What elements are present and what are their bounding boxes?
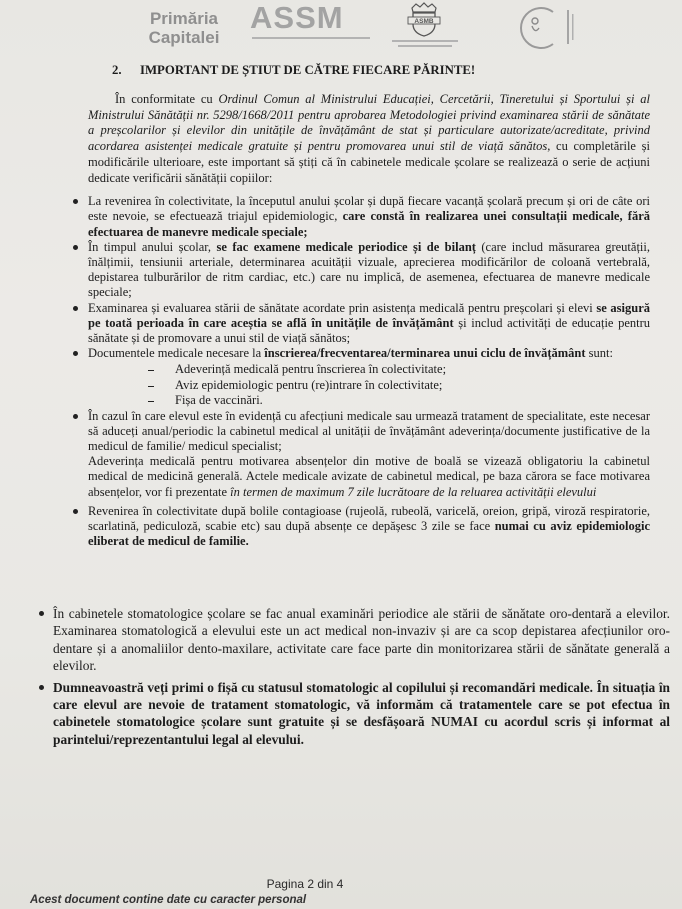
bullet-marker — [73, 306, 78, 311]
list-item — [88, 301, 650, 347]
sub-list-item — [88, 393, 650, 408]
intro-law-reference: Ordinul Comun al Ministrului Educației, Cercetării, Tineretului și Sportului și al Ministrului Sănătății nr. 5298/1668/2011 pentru aprobarea Metodologiei privind examinarea stării de sănătate a preșcolarilor și elevilor din unitățile de învățământ de stat și particulare autorizate/acreditate, privind acordarea asistenței medicale gratuite și pentru promovarea unui stil de viață sănătos — [88, 92, 650, 154]
item-text: Documentele medicale necesare la — [88, 346, 265, 361]
list-item — [88, 240, 650, 301]
partner-emblem-logo — [505, 4, 585, 52]
sub-list-item — [88, 378, 650, 393]
item-second-paragraph — [88, 454, 650, 500]
bullet-marker — [73, 509, 78, 514]
sub-item-text: Fișa de vaccinări. — [175, 393, 263, 408]
item-italic-text: în termen de maximum 7 zile lucrătoare de la reluarea activității elevului — [230, 484, 597, 499]
dental-text: În cabinetele stomatologice școlare se fac anual examinări periodice ale stării de sănătate oro-dentară a elevilor. Examinarea stomatologică a elevului este un act medical non-invaziv și are ca scop depistarea afecțiunilor oro-dentare și a anomaliilor dento-maxilare, activitate care face parte din monitorizarea stării de sănătate generală a elevilor. — [53, 606, 670, 674]
list-item — [88, 504, 650, 550]
dental-paragraph — [53, 605, 670, 675]
item-text: În timpul anului școlar, — [88, 239, 217, 254]
dental-section — [53, 605, 670, 748]
personal-data-notice: Acest document contine date cu caracter personal — [30, 894, 307, 906]
dash-marker — [148, 386, 154, 387]
section-number: 2. — [112, 63, 122, 77]
item-bold-text: care constă în realizarea unei consultații medicale, fără efectuarea de manevre medicale speciale; — [88, 209, 650, 239]
required-documents-list — [88, 362, 650, 408]
sub-item-text: Aviz epidemiologic pentru (re)intrare în colectivitate; — [175, 377, 443, 392]
asmb-logo-subtext — [392, 40, 458, 42]
list-item — [88, 409, 650, 500]
item-text: La revenirea în colectivitate, la începutul anului școlar și după fiecare vacanță școlară precum și ori de câte ori este nevoie, se efectuează triajul epidemiologic, — [88, 194, 650, 224]
asmb-logo-subtext — [398, 45, 452, 47]
item-text-continued: (care includ măsurarea greutății, înălțimii, tensiunii arteriale, determinarea acuității vizuale, aprecierea modificărilor de coloană vertebrală, depistarea tulburărilor de ritm cardiac, etc.) care nu implică, de asemenea, efectuarea de manevre medicale speciale; — [88, 239, 651, 300]
list-item — [88, 346, 650, 408]
item-text-continued: sunt: — [585, 346, 613, 361]
intro-lead: În conformitate cu — [115, 92, 219, 106]
bullet-marker — [73, 414, 78, 419]
primaria-logo-line1: Primăria — [149, 9, 219, 28]
page-number: Pagina 2 din 4 — [266, 877, 344, 891]
intro-rest: , cu completările și modificările ulterioare, este important să știți că în cabinetele medicale școlare se realizează o serie de acțiuni dedicate verificării sănătății copiilor: — [88, 139, 650, 185]
item-text: Revenirea în colectivitate după bolile contagioase (rujeolă, rubeolă, varicelă, oreion, gripă, viroză respiratorie, scarlatină, pediculoză, scabie etc) sau după absențe ce depășesc 3 zile se face — [88, 503, 650, 534]
primaria-capitalei-logo — [138, 9, 230, 47]
item-bold-text: se asigură pe toată perioada în care aceștia se află în unitățile de învățământ — [88, 300, 650, 330]
dash-marker — [148, 370, 154, 371]
item-text: Examinarea și evaluarea stării de sănătate acordate prin asistența medicală pentru preșcolari și elevi — [88, 300, 597, 315]
bullet-marker — [73, 245, 78, 250]
item-bold-text: înscrierea/frecventarea/terminarea unui ciclu de învățământ — [264, 346, 586, 361]
intro-paragraph — [88, 92, 650, 186]
item-text: În cazul în care elevul este în evidență cu afecțiuni medicale sau urmează tratament de specialitate, este necesar să aduceți anual/periodic la cabinetul medical al unității de învățământ adeverința/documente justificative de la medicul de familie/ medicul specialist; — [88, 408, 650, 454]
primaria-logo-line2: Capitalei — [148, 28, 220, 47]
bullet-marker — [39, 611, 44, 616]
assm-logo: ASSM — [250, 0, 344, 35]
dental-consent-paragraph — [53, 679, 670, 749]
item-second-paragraph-text: Adeverința medicală pentru motivarea absențelor din motive de boală se vizează obligatoriu la cabinetul medical de medicină generală. Actele medicale avizate de cabinetul medical, pe baza cărora se face motivarea absențelor, vor fi prezentate — [88, 454, 650, 499]
dental-consent-text: Dumneavoastră veți primi o fișă cu statusul stomatologic al copilului și recomandări medicale. În situația în care elevul are nevoie de tratament stomatologic, vă informăm că tratamentele care se pot efectua în cabinetele stomatologice școlare sunt gratuite și se desfășoară NUMAI cu acordul scris și informat al parintelui/reprezentantului legal al elevului. — [53, 679, 670, 747]
bullet-marker — [73, 351, 78, 356]
bullet-marker — [39, 685, 44, 690]
asmb-seal-text: ASMB — [414, 18, 434, 25]
sub-item-text: Adeverință medicală pentru înscrierea în colectivitate; — [175, 362, 447, 377]
dash-marker — [148, 401, 154, 402]
item-text-continued: și includ activități de educație pentru sănătate și de promovare a unui stil de viață sănătos; — [88, 315, 650, 346]
asmb-seal-logo — [404, 2, 444, 38]
actions-list — [88, 194, 650, 549]
list-item — [88, 194, 650, 240]
section-title — [112, 62, 475, 78]
assm-logo-subtext — [252, 37, 370, 39]
main-content — [88, 92, 650, 550]
sub-list-item — [88, 362, 650, 377]
section-title-text: IMPORTANT DE ȘTIUT DE CĂTRE FIECARE PĂRINTE! — [140, 63, 476, 77]
item-bold-text: numai cu aviz epidemiologic eliberat de medicul de familie. — [88, 519, 650, 549]
bullet-marker — [73, 199, 78, 204]
item-bold-text: se fac examene medicale periodice și de bilanț — [216, 239, 476, 254]
